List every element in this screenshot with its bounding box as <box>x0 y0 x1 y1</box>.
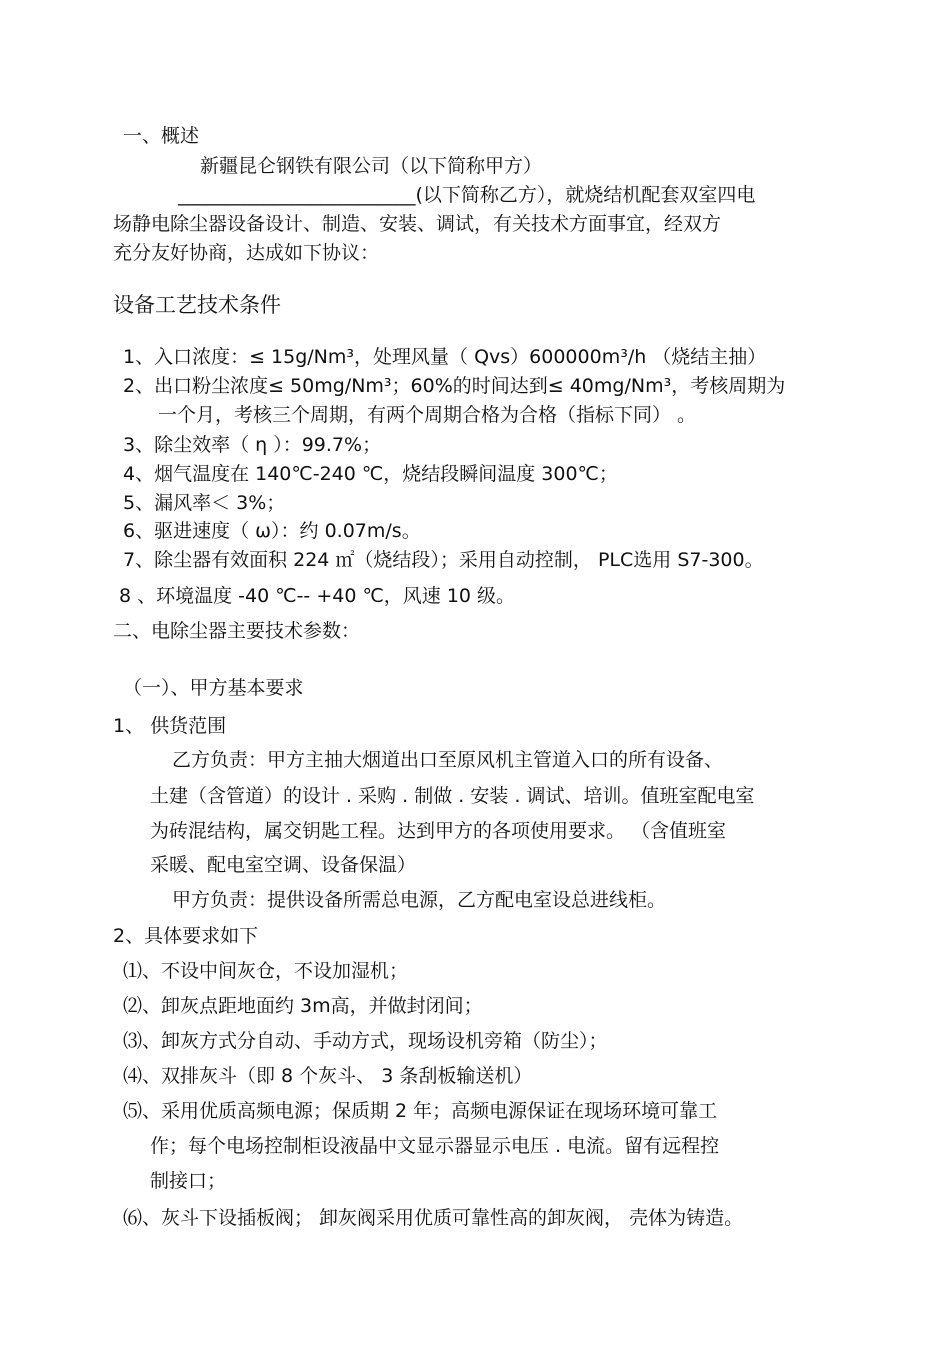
party-b-line: _________________________(以下简称乙方），就烧结机配套双室四电 <box>178 184 756 206</box>
condition-item: 1、入口浓度：≤ 15g/Nm³，处理风量（ Qvs）600000m³/h （烧结主抽） <box>123 346 767 368</box>
condition-item: 4、烟气温度在 140℃-240 ℃，烧结段瞬间温度 300℃； <box>123 463 618 485</box>
party-a-line: 新疆昆仑钢铁有限公司（以下简称甲方） <box>200 155 543 177</box>
intro-line-2: 场静电除尘器设备设计、制造、安装、调试，有关技术方面事宜，经双方 <box>113 213 722 235</box>
condition-item: 2、出口粉尘浓度≤ 50mg/Nm³；60%的时间达到≤ 40mg/Nm³，考核周期为 <box>123 375 786 397</box>
scope-line: 为砖混结构，属交钥匙工程。达到甲方的各项使用要求。 （含值班室 <box>150 820 727 842</box>
requirement-item: ⑷、双排灰斗（即 8 个灰斗、 3 条刮板输送机） <box>123 1065 533 1087</box>
scope-line: 土建（含管道）的设计 . 采购 . 制做 . 安装 . 调试、培训。值班室配电室 <box>150 785 755 807</box>
params-heading: 二、电除尘器主要技术参数： <box>113 620 361 642</box>
requirement-item: ⑵、卸灰点距地面约 3m高，并做封闭间； <box>123 995 483 1017</box>
overview-heading: 一、概述 <box>123 125 200 147</box>
requirements-subheading: （一）、甲方基本要求 <box>123 677 304 699</box>
condition-item: 5、漏风率＜ 3%； <box>123 492 286 514</box>
requirement-item: ⑴、不设中间灰仓，不设加湿机； <box>123 960 409 982</box>
requirement-item: ⑹、灰斗下设插板阀； 卸灰阀采用优质可靠性高的卸灰阀， 壳体为铸造。 <box>123 1207 744 1229</box>
requirements-heading: 2、具体要求如下 <box>113 925 259 947</box>
intro-line-3: 充分友好协商，达成如下协议： <box>113 242 380 264</box>
scope-line: 乙方负责：甲方主抽大烟道出口至原风机主管道入口的所有设备、 <box>172 749 724 771</box>
supply-scope-heading: 1、 供货范围 <box>113 715 227 737</box>
condition-item: 6、驱进速度（ ω）：约 0.07m/s。 <box>123 520 421 542</box>
scope-line: 采暖、配电室空调、设备保温） <box>150 854 417 876</box>
condition-item: 3、除尘效率（ η ）：99.7%； <box>123 434 382 456</box>
requirement-item-continued: 作；每个电场控制柜设液晶中文显示器显示电压 . 电流。留有远程控 <box>150 1135 720 1157</box>
requirement-item-continued: 制接口； <box>150 1170 227 1192</box>
scope-line: 甲方负责：提供设备所需总电源，乙方配电室设总进线柜。 <box>172 889 667 911</box>
condition-item: 8 、环境温度 -40 ℃-- +40 ℃，风速 10 级。 <box>119 585 516 607</box>
condition-item-continued: 一个月，考核三个周期，有两个周期合格为合格（指标下同） 。 <box>158 404 697 426</box>
requirement-item: ⑸、采用优质高频电源；保质期 2 年；高频电源保证在现场环境可靠工 <box>123 1100 718 1122</box>
conditions-title: 设备工艺技术条件 <box>113 293 281 317</box>
requirement-item: ⑶、卸灰方式分自动、手动方式，现场设机旁箱（防尘）； <box>123 1030 608 1052</box>
condition-item: 7、除尘器有效面积 224 ㎡（烧结段）；采用自动控制， PLC选用 S7-300。 <box>123 549 764 571</box>
